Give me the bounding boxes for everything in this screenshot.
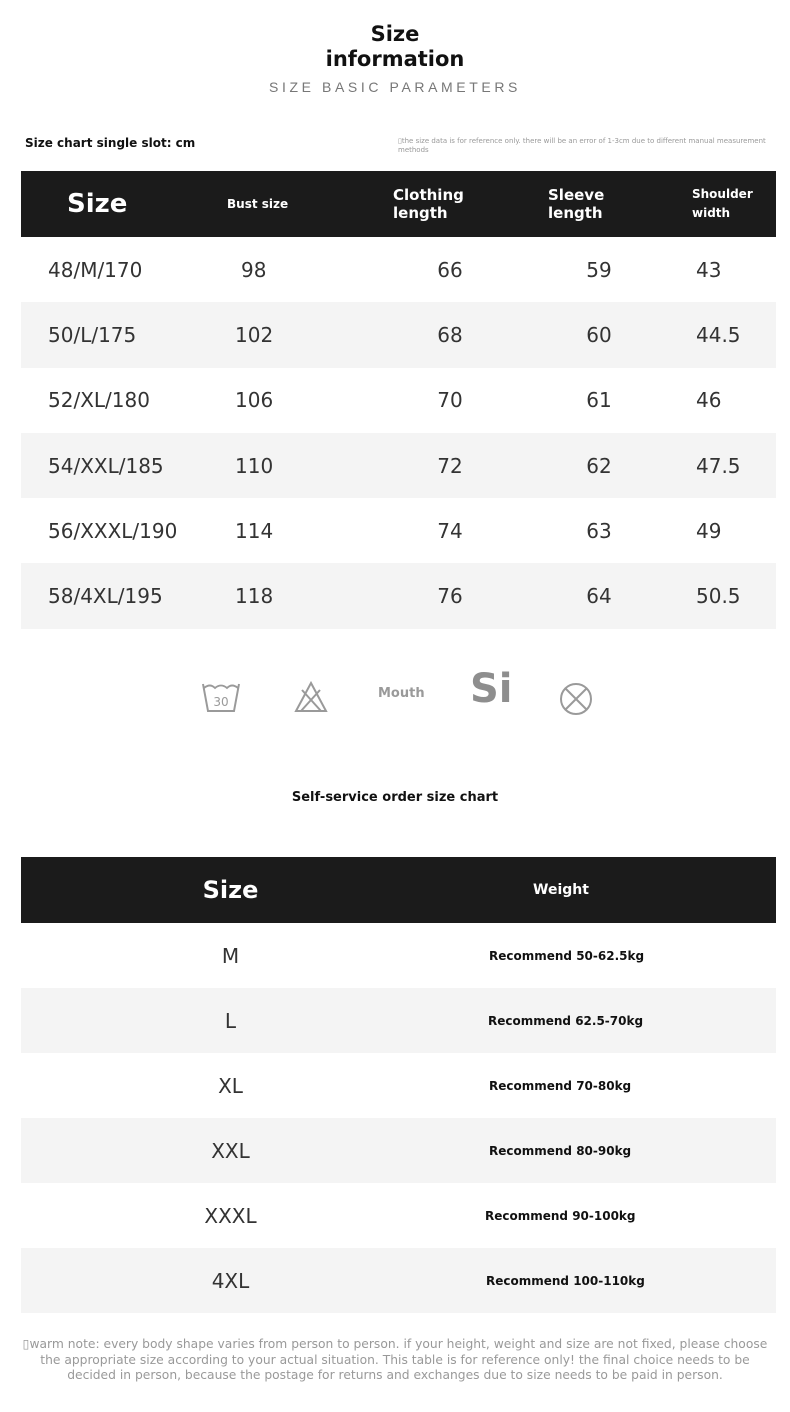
cell-bust: 106: [235, 388, 274, 413]
cell-size: 48/M/170: [48, 257, 143, 282]
cell-sleeve-length: 64: [586, 584, 612, 609]
header-bust: Bust size: [227, 197, 289, 211]
cell-clothing-length: 74: [437, 518, 463, 543]
weight-table-row: [21, 1248, 776, 1313]
cell-weight: Recommend 70-80kg: [489, 1078, 632, 1093]
cell-sleeve-length: 59: [586, 257, 612, 282]
cell-shoulder-width: 46: [696, 388, 722, 413]
weight-table-row: [21, 1053, 776, 1118]
size-table-header-row: [21, 171, 776, 237]
cell-clothing-length: 68: [437, 322, 463, 347]
no-tumble-dry-icon: [558, 681, 594, 717]
cell-shoulder-width: 49: [696, 518, 722, 543]
weight-table-header: [21, 857, 776, 923]
size-chart-disclaimer: ▯the size data is for reference only. there will be an error of 1-3cm due to different manual measurement methods: [398, 137, 766, 154]
cell-size: XXXL: [204, 1203, 257, 1228]
warm-note: ▯warm note: every body shape varies from person to person. if your height, weight and size are not fixed, please choose the appropriate size according to your actual situation. This table is for reference only! the final choice needs to be decided in person, because the postage for returns and exchanges due to size needs to be paid in person.: [22, 1337, 768, 1382]
cell-sleeve-length: 62: [586, 453, 612, 478]
size-table-row: [21, 498, 776, 563]
cell-sleeve-length: 61: [586, 388, 612, 413]
cell-shoulder-width: 47.5: [696, 453, 741, 478]
header-clothing-length-line-2: length: [393, 204, 448, 222]
cell-size: 50/L/175: [48, 322, 137, 347]
header-weight: Weight: [533, 882, 589, 898]
cell-sleeve-length: 63: [586, 518, 612, 543]
size-table-row: [21, 433, 776, 498]
cell-sleeve-length: 60: [586, 322, 612, 347]
cell-shoulder-width: 50.5: [696, 584, 741, 609]
cell-shoulder-width: 43: [696, 257, 722, 282]
cell-weight: Recommend 50-62.5kg: [489, 948, 645, 963]
header-sleeve-length-line-1: Sleeve: [548, 186, 605, 204]
size-table-row: [21, 563, 776, 628]
page-title-line-1: Size: [370, 22, 420, 46]
weight-table-row: [21, 988, 776, 1053]
size-table-row: [21, 302, 776, 367]
cell-clothing-length: 76: [437, 584, 463, 609]
wash-30-icon: [201, 680, 241, 714]
size-table-row: [21, 237, 776, 302]
size-table-header: [21, 171, 776, 237]
cell-weight: Recommend 62.5-70kg: [488, 1013, 644, 1028]
cell-size: 56/XXXL/190: [48, 518, 178, 543]
weight-table: [21, 857, 776, 1313]
cell-bust: 98: [241, 257, 267, 282]
header-clothing-length: [373, 171, 527, 237]
header-sleeve-length: [527, 171, 671, 237]
size-chart-unit-label: Size chart single slot: cm: [25, 136, 196, 150]
cell-bust: 102: [235, 322, 274, 347]
cell-weight: Recommend 100-110kg: [486, 1273, 645, 1288]
cell-size: XL: [218, 1073, 243, 1098]
wash-temp-text: 30: [213, 695, 229, 709]
weight-table-row: [21, 1118, 776, 1183]
cell-size: L: [224, 1008, 237, 1033]
cell-size: 54/XXL/185: [48, 453, 164, 478]
header-shoulder-width-line-2: width: [692, 206, 731, 220]
header-shoulder-width-line-1: Shoulder: [692, 187, 753, 201]
page-title-line-2: information: [325, 47, 465, 71]
header-size: Size: [67, 189, 128, 219]
weight-table-header-row: [21, 857, 776, 923]
header-clothing-length-line-1: Clothing: [393, 186, 464, 204]
cell-size: 4XL: [211, 1268, 250, 1293]
cell-clothing-length: 66: [437, 257, 463, 282]
cell-size: 52/XL/180: [48, 388, 150, 413]
cell-clothing-length: 70: [437, 388, 463, 413]
header-shoulder-width: [671, 171, 776, 237]
weight-table-row: [21, 1183, 776, 1248]
care-si-label: Si: [470, 666, 513, 712]
size-table: [21, 171, 776, 629]
weight-chart-title: Self-service order size chart: [291, 790, 499, 805]
cell-weight: Recommend 80-90kg: [489, 1143, 632, 1158]
weight-table-row: [21, 923, 776, 988]
cell-clothing-length: 72: [437, 453, 463, 478]
header-size: Size: [202, 876, 259, 904]
care-symbols: [0, 668, 790, 728]
page-subtitle: SIZE BASIC PARAMETERS: [269, 79, 521, 95]
cell-weight: Recommend 90-100kg: [485, 1208, 636, 1223]
size-table-row: [21, 368, 776, 433]
cell-bust: 110: [235, 453, 274, 478]
cell-size: 58/4XL/195: [48, 584, 163, 609]
header-sleeve-length-line-2: length: [548, 204, 603, 222]
page-title: [0, 22, 790, 72]
cell-bust: 114: [235, 518, 274, 543]
cell-size: XXL: [211, 1138, 250, 1163]
cell-bust: 118: [235, 584, 274, 609]
cell-size: M: [221, 943, 240, 968]
cell-shoulder-width: 44.5: [696, 322, 741, 347]
care-mouth-label: Mouth: [378, 686, 425, 701]
no-bleach-icon: [294, 680, 328, 714]
